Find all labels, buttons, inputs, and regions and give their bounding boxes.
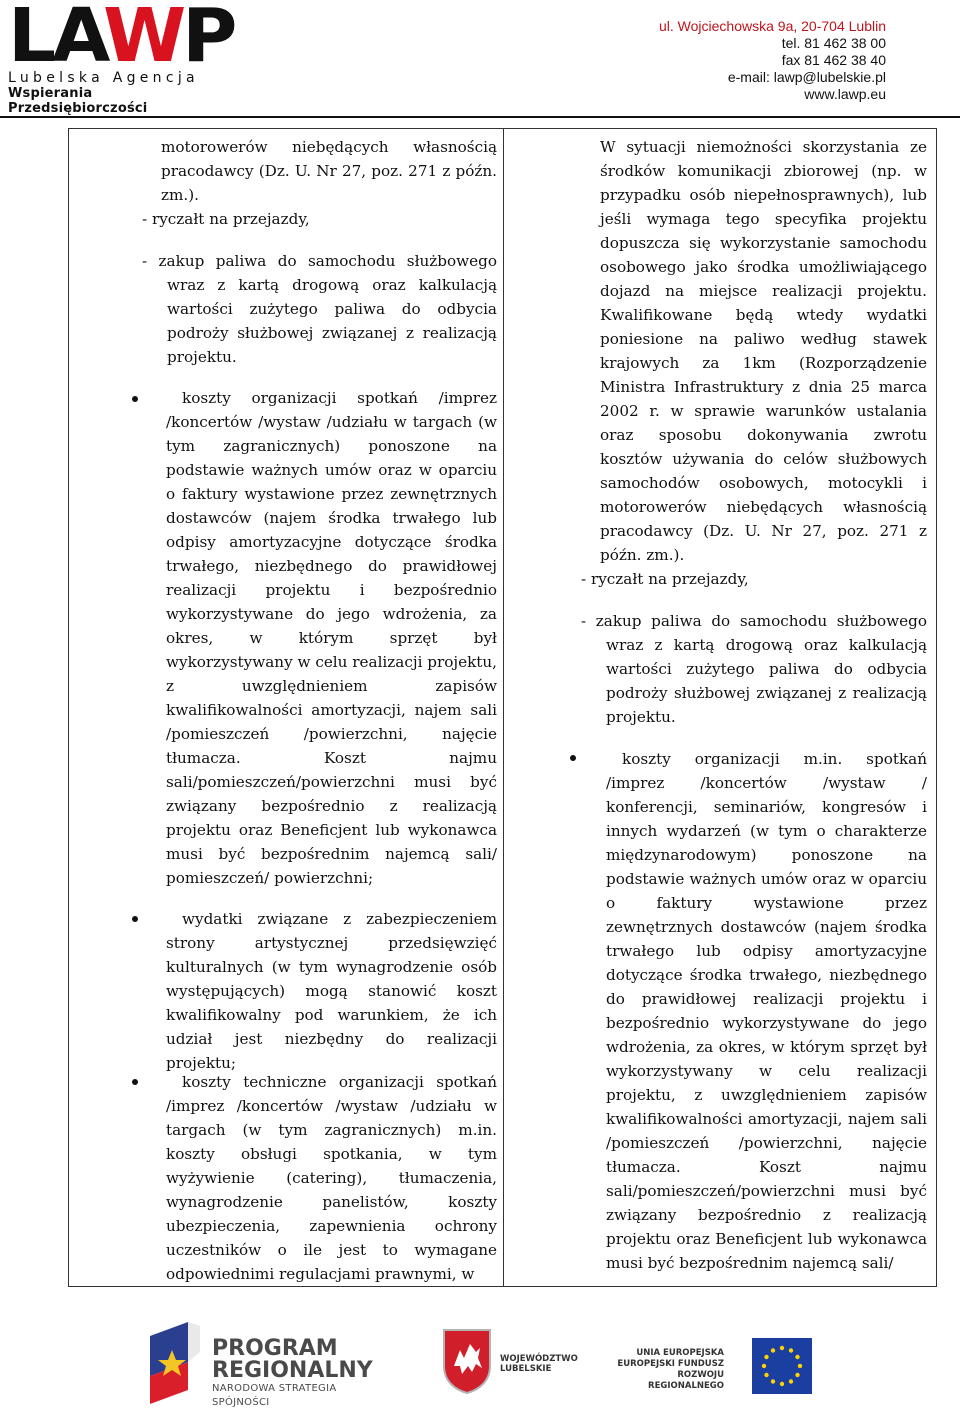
left-bullet-3: koszty techniczne organizacji spotkań /imprez /koncertów /wystaw /udziału w targach (w tym zagranicznych) m.in. koszty obsługi spotkania, w tym wyżywienie (catering), tłumaczenia, wynagrodzenie panelistów, koszty ubezpieczenia, zapewnienia ochrony uczestników o ile jest to wymagane odpowiednimi regulacjami prawnymi, w xyxy=(166,1073,497,1283)
right-dash-item-2: - zakup paliwa do samochodu służbowego wraz z kartą drogową oraz kalkulacją wartości zużytego paliwa do odbycia podroży służbowej związanej z realizacją projektu. xyxy=(581,612,927,726)
eu-fund-text: UNIA EUROPEJSKA EUROPEJSKI FUNDUSZ ROZWOJU REGIONALNEGO xyxy=(617,1348,724,1391)
eu-flag-icon xyxy=(752,1338,812,1394)
contact-address: ul. Wojciechowska 9a, 20-704 Lublin xyxy=(659,18,886,34)
program-regionalny-logo xyxy=(150,1322,380,1408)
eu-fund-logo xyxy=(612,1338,812,1394)
left-bullet-1: koszty organizacji spotkań /imprez /koncertów /wystaw /udziału w targach (w tym zagranicznych) ponoszone na podstawie ważnych umów oraz w oparciu o faktury wystawione przez zewnętrznych dostawców (najem środka trwałego lub odpisy amortyzacyjne dotyczące środka trwałego, niezbędnego do prawidłowej realizacji projektu i bezpośrednio wykorzystywane do jego wdrożenia, za okres, w którym sprzęt był wykorzystywany w celu realizacji projektu, z uwzględnieniem zapisów kwalifikowalności amortyzacji, najem sali /pomieszczeń /powierzchni, najęcie tłumacza. Koszt najmu sali/pomieszczeń/powierzchni musi być związany bezpośrednio z realizacją projektu oraz Beneficjent lub wykonawca musi być bezpośrednim najemcą sali/ pomieszczeń/ powierzchni; xyxy=(166,389,497,887)
bullet-icon xyxy=(132,1079,138,1085)
contact-fax: fax 81 462 38 40 xyxy=(781,52,886,68)
program-regionalny-text: PROGRAM REGIONALNY NARODOWA STRATEGIA SPÓJNOŚCI xyxy=(212,1336,373,1408)
header-divider xyxy=(0,116,960,118)
left-dash-item-2: - zakup paliwa do samochodu służbowego wraz z kartą drogową oraz kalkulacją wartości zużytego paliwa do odbycia podroży służbowej związanej z realizacją projektu. xyxy=(142,252,497,366)
contact-email[interactable]: e-mail: lawp@lubelskie.pl xyxy=(727,69,886,85)
footer-logos xyxy=(0,1300,960,1411)
left-top-paragraph: motorowerów niebędących własnością pracodawcy (Dz. U. Nr 27, poz. 271 z późn. zm.). xyxy=(161,138,497,204)
contact-block xyxy=(659,18,886,103)
bullet-icon xyxy=(132,916,138,922)
bullet-icon xyxy=(132,396,138,402)
logo-subtitle-2: Wspierania Przedsiębiorczości xyxy=(8,86,148,116)
poland-star-flag-icon xyxy=(150,1322,200,1404)
wojewodztwo-lubelskie-text: WOJEWÓDZTWO LUBELSKIE xyxy=(500,1354,578,1374)
left-column xyxy=(68,128,504,1287)
right-top-paragraph: W sytuacji niemożności skorzystania ze środków komunikacji zbiorowej (np. w przypadku osób niepełnosprawnych), lub jeśli wymaga tego specyfika projektu dopuszcza się wykorzystanie samochodu osobowego jako środka umożliwiającego dojazd na miejsce realizacji projektu. Kwalifikowane będą wtedy wydatki poniesione na paliwo według stawek krajowych za 1km (Rozporządzenie Ministra Infrastruktury z dnia 25 marca 2002 r. w sprawie warunków ustalania oraz sposobu dokonywania zwrotu kosztów używania do celów służbowych samochodów osobowych, motocykli i motorowerów niebędących własnością pracodawcy (Dz. U. Nr 27, poz. 271 z późn. zm.). xyxy=(600,138,927,564)
logo-subtitle-1: Lubelska Agencja xyxy=(8,70,199,86)
logo-wordmark: LAWP xyxy=(8,0,234,79)
bullet-icon xyxy=(570,755,576,761)
right-bullet-1: koszty organizacji m.in. spotkań /imprez /koncertów /wystaw / konferencji, seminariów, kongresów i innych wydarzeń (w tym o charakterze międzynarodowym) ponoszone na podstawie ważnych umów oraz w oparciu o faktury wystawione przez zewnętrznych dostawców (najem środka trwałego lub odpisy amortyzacyjne dotyczące środka trwałego, niezbędnego do prawidłowej realizacji projektu i bezpośrednio wykorzystywane do jego wdrożenia, za okres, w którym sprzęt był wykorzystywany w celu realizacji projektu, z uwzględnieniem zapisów kwalifikowalności amortyzacji, najem sali /pomieszczeń /powierzchni, najęcie tłumacza. Koszt najmu sali/pomieszczeń/powierzchni musi być związany bezpośrednio z realizacją projektu oraz Beneficjent lub wykonawca musi być bezpośrednim najemcą sali/ xyxy=(606,750,927,1272)
left-dash-item-1: - ryczałt na przejazdy, xyxy=(142,210,310,228)
coat-of-arms-icon xyxy=(442,1328,492,1394)
contact-website[interactable]: www.lawp.eu xyxy=(804,86,886,102)
wojewodztwo-lubelskie-logo xyxy=(442,1328,582,1398)
lawp-logo xyxy=(8,0,234,116)
right-dash-item-1: - ryczałt na przejazdy, xyxy=(581,570,749,588)
contact-phone: tel. 81 462 38 00 xyxy=(781,35,886,51)
right-column xyxy=(503,128,937,1287)
left-bullet-2: wydatki związane z zabezpieczeniem strony artystycznej przedsięwzięć kulturalnych (w tym wynagrodzenie osób występujących) mogą stanowić koszt kwalifikowalny pod warunkiem, że ich udział jest niezbędny do realizacji projektu; xyxy=(166,910,497,1072)
